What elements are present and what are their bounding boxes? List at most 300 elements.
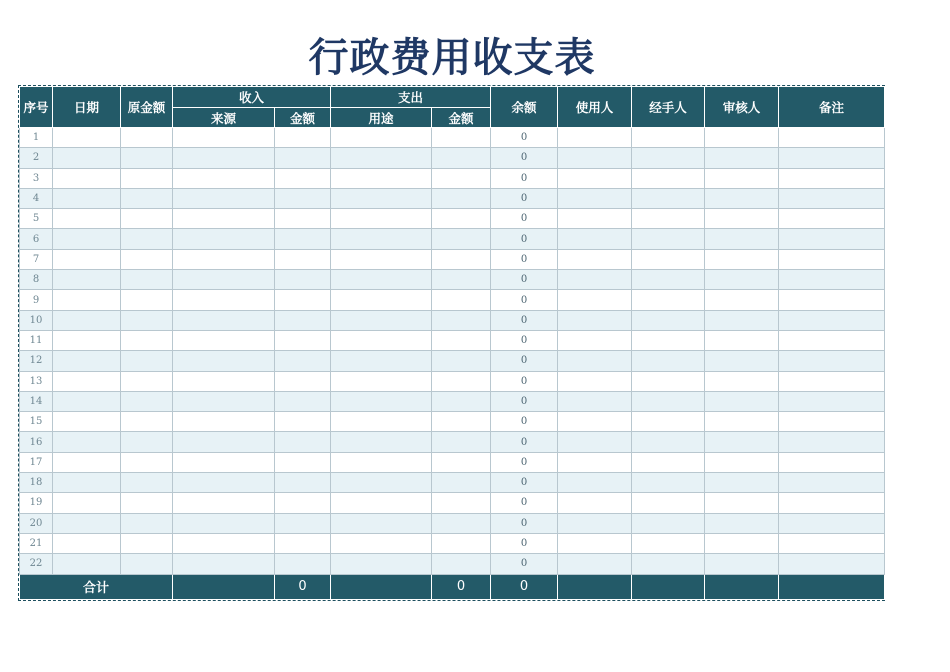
user-cell[interactable] (558, 330, 632, 350)
income-source-cell[interactable] (173, 513, 275, 533)
table-row (20, 371, 885, 391)
income-source-cell[interactable] (173, 249, 275, 269)
reviewer-cell[interactable] (705, 371, 779, 391)
header-original-amount: 原金额 (121, 87, 173, 128)
seq-cell: 17 (20, 452, 53, 472)
income-amount-cell[interactable] (275, 249, 331, 269)
notes-cell[interactable] (779, 391, 885, 411)
original-amount-cell[interactable] (121, 330, 173, 350)
income-amount-cell[interactable] (275, 391, 331, 411)
expense-amount-cell[interactable] (432, 452, 491, 472)
notes-cell[interactable] (779, 310, 885, 330)
expense-amount-cell[interactable] (432, 330, 491, 350)
handler-cell[interactable] (632, 310, 705, 330)
notes-cell[interactable] (779, 371, 885, 391)
balance-cell: 0 (491, 432, 558, 452)
notes-cell[interactable] (779, 330, 885, 350)
income-amount-cell[interactable] (275, 188, 331, 208)
income-amount-cell[interactable] (275, 351, 331, 371)
income-amount-cell[interactable] (275, 513, 331, 533)
balance-cell: 0 (491, 452, 558, 472)
total-income-source-cell[interactable] (173, 574, 275, 599)
expense-purpose-cell[interactable] (331, 391, 432, 411)
expense-purpose-cell[interactable] (331, 128, 432, 148)
page-title: 行政费用收支表 (308, 35, 596, 81)
table-row (20, 432, 885, 452)
seq-cell: 8 (20, 270, 53, 290)
expense-amount-cell[interactable] (432, 473, 491, 493)
user-cell[interactable] (558, 554, 632, 574)
table-row (20, 229, 885, 249)
seq-cell: 21 (20, 533, 53, 553)
handler-cell[interactable] (632, 168, 705, 188)
expense-amount-cell[interactable] (432, 209, 491, 229)
handler-cell[interactable] (632, 188, 705, 208)
seq-cell: 6 (20, 229, 53, 249)
user-cell[interactable] (558, 188, 632, 208)
balance-cell: 0 (491, 351, 558, 371)
user-cell[interactable] (558, 209, 632, 229)
date-cell[interactable] (53, 310, 121, 330)
handler-cell[interactable] (632, 148, 705, 168)
income-source-cell[interactable] (173, 229, 275, 249)
header-balance: 余额 (491, 87, 558, 128)
seq-cell: 5 (20, 209, 53, 229)
user-cell[interactable] (558, 412, 632, 432)
original-amount-cell[interactable] (121, 432, 173, 452)
table-row (20, 391, 885, 411)
reviewer-cell[interactable] (705, 168, 779, 188)
reviewer-cell[interactable] (705, 290, 779, 310)
table-row (20, 249, 885, 269)
seq-cell: 10 (20, 310, 53, 330)
income-amount-cell[interactable] (275, 452, 331, 472)
date-cell[interactable] (53, 473, 121, 493)
date-cell[interactable] (53, 513, 121, 533)
balance-cell: 0 (491, 290, 558, 310)
expense-purpose-cell[interactable] (331, 270, 432, 290)
original-amount-cell[interactable] (121, 290, 173, 310)
date-cell[interactable] (53, 432, 121, 452)
date-cell[interactable] (53, 391, 121, 411)
total-handler-cell[interactable] (632, 574, 705, 599)
original-amount-cell[interactable] (121, 391, 173, 411)
balance-cell: 0 (491, 330, 558, 350)
expense-purpose-cell[interactable] (331, 229, 432, 249)
total-notes-cell[interactable] (779, 574, 885, 599)
date-cell[interactable] (53, 270, 121, 290)
handler-cell[interactable] (632, 209, 705, 229)
income-amount-cell[interactable] (275, 412, 331, 432)
income-source-cell[interactable] (173, 310, 275, 330)
reviewer-cell[interactable] (705, 473, 779, 493)
table-row (20, 290, 885, 310)
expense-amount-cell[interactable] (432, 412, 491, 432)
original-amount-cell[interactable] (121, 270, 173, 290)
expense-amount-cell[interactable] (432, 371, 491, 391)
expense-purpose-cell[interactable] (331, 493, 432, 513)
handler-cell[interactable] (632, 371, 705, 391)
handler-cell[interactable] (632, 330, 705, 350)
expense-purpose-cell[interactable] (331, 310, 432, 330)
header-handler: 经手人 (632, 87, 705, 128)
handler-cell[interactable] (632, 473, 705, 493)
date-cell[interactable] (53, 188, 121, 208)
table-row (20, 554, 885, 574)
header-expense-amount: 金额 (432, 108, 491, 128)
reviewer-cell[interactable] (705, 209, 779, 229)
notes-cell[interactable] (779, 513, 885, 533)
reviewer-cell[interactable] (705, 391, 779, 411)
header-income-amount: 金额 (275, 108, 331, 128)
handler-cell[interactable] (632, 391, 705, 411)
expense-table-sheet (18, 85, 885, 601)
income-source-cell[interactable] (173, 554, 275, 574)
seq-cell: 15 (20, 412, 53, 432)
expense-purpose-cell[interactable] (331, 188, 432, 208)
income-amount-cell[interactable] (275, 148, 331, 168)
user-cell[interactable] (558, 493, 632, 513)
seq-cell: 7 (20, 249, 53, 269)
header-expense: 支出 (331, 87, 491, 108)
notes-cell[interactable] (779, 270, 885, 290)
date-cell[interactable] (53, 371, 121, 391)
total-reviewer-cell[interactable] (705, 574, 779, 599)
user-cell[interactable] (558, 391, 632, 411)
expense-amount-cell[interactable] (432, 391, 491, 411)
table-row (20, 270, 885, 290)
seq-cell: 13 (20, 371, 53, 391)
header-user: 使用人 (558, 87, 632, 128)
original-amount-cell[interactable] (121, 513, 173, 533)
expense-purpose-cell[interactable] (331, 533, 432, 553)
seq-cell: 1 (20, 128, 53, 148)
notes-cell[interactable] (779, 290, 885, 310)
header-expense-purpose: 用途 (331, 108, 432, 128)
table-row (20, 493, 885, 513)
notes-cell[interactable] (779, 229, 885, 249)
user-cell[interactable] (558, 290, 632, 310)
reviewer-cell[interactable] (705, 310, 779, 330)
income-source-cell[interactable] (173, 351, 275, 371)
date-cell[interactable] (53, 148, 121, 168)
handler-cell[interactable] (632, 432, 705, 452)
reviewer-cell[interactable] (705, 229, 779, 249)
table-row (20, 310, 885, 330)
balance-cell: 0 (491, 209, 558, 229)
expense-purpose-cell[interactable] (331, 432, 432, 452)
income-source-cell[interactable] (173, 473, 275, 493)
notes-cell[interactable] (779, 432, 885, 452)
date-cell[interactable] (53, 330, 121, 350)
income-amount-cell[interactable] (275, 310, 331, 330)
income-amount-cell[interactable] (275, 168, 331, 188)
reviewer-cell[interactable] (705, 554, 779, 574)
user-cell[interactable] (558, 270, 632, 290)
expense-purpose-cell[interactable] (331, 290, 432, 310)
original-amount-cell[interactable] (121, 452, 173, 472)
handler-cell[interactable] (632, 533, 705, 553)
balance-cell: 0 (491, 310, 558, 330)
seq-cell: 2 (20, 148, 53, 168)
reviewer-cell[interactable] (705, 452, 779, 472)
expense-purpose-cell[interactable] (331, 371, 432, 391)
expense-amount-cell[interactable] (432, 351, 491, 371)
original-amount-cell[interactable] (121, 493, 173, 513)
handler-cell[interactable] (632, 351, 705, 371)
user-cell[interactable] (558, 533, 632, 553)
expense-amount-cell[interactable] (432, 310, 491, 330)
expense-amount-cell[interactable] (432, 229, 491, 249)
expense-amount-cell[interactable] (432, 148, 491, 168)
notes-cell[interactable] (779, 533, 885, 553)
handler-cell[interactable] (632, 513, 705, 533)
expense-amount-cell[interactable] (432, 493, 491, 513)
table-row (20, 168, 885, 188)
income-amount-cell[interactable] (275, 371, 331, 391)
expense-amount-cell[interactable] (432, 432, 491, 452)
income-source-cell[interactable] (173, 188, 275, 208)
total-label: 合计 (20, 574, 173, 599)
balance-cell: 0 (491, 148, 558, 168)
notes-cell[interactable] (779, 452, 885, 472)
expense-amount-cell[interactable] (432, 168, 491, 188)
income-source-cell[interactable] (173, 290, 275, 310)
handler-cell[interactable] (632, 229, 705, 249)
income-amount-cell[interactable] (275, 209, 331, 229)
notes-cell[interactable] (779, 188, 885, 208)
expense-purpose-cell[interactable] (331, 209, 432, 229)
notes-cell[interactable] (779, 412, 885, 432)
seq-cell: 19 (20, 493, 53, 513)
income-source-cell[interactable] (173, 209, 275, 229)
date-cell[interactable] (53, 351, 121, 371)
reviewer-cell[interactable] (705, 513, 779, 533)
expense-amount-cell[interactable] (432, 533, 491, 553)
handler-cell[interactable] (632, 554, 705, 574)
user-cell[interactable] (558, 513, 632, 533)
notes-cell[interactable] (779, 209, 885, 229)
expense-purpose-cell[interactable] (331, 513, 432, 533)
original-amount-cell[interactable] (121, 128, 173, 148)
notes-cell[interactable] (779, 473, 885, 493)
original-amount-cell[interactable] (121, 554, 173, 574)
total-user-cell[interactable] (558, 574, 632, 599)
balance-cell: 0 (491, 270, 558, 290)
table-row (20, 188, 885, 208)
original-amount-cell[interactable] (121, 148, 173, 168)
balance-cell: 0 (491, 128, 558, 148)
date-cell[interactable] (53, 493, 121, 513)
expense-purpose-cell[interactable] (331, 554, 432, 574)
table-row (20, 513, 885, 533)
date-cell[interactable] (53, 533, 121, 553)
handler-cell[interactable] (632, 290, 705, 310)
original-amount-cell[interactable] (121, 412, 173, 432)
notes-cell[interactable] (779, 351, 885, 371)
expense-amount-cell[interactable] (432, 290, 491, 310)
reviewer-cell[interactable] (705, 148, 779, 168)
income-source-cell[interactable] (173, 452, 275, 472)
table-row (20, 412, 885, 432)
reviewer-cell[interactable] (705, 249, 779, 269)
income-source-cell[interactable] (173, 270, 275, 290)
original-amount-cell[interactable] (121, 533, 173, 553)
expense-purpose-cell[interactable] (331, 473, 432, 493)
seq-cell: 20 (20, 513, 53, 533)
user-cell[interactable] (558, 473, 632, 493)
notes-cell[interactable] (779, 128, 885, 148)
table-row (20, 148, 885, 168)
seq-cell: 16 (20, 432, 53, 452)
original-amount-cell[interactable] (121, 229, 173, 249)
total-expense-purpose-cell[interactable] (331, 574, 432, 599)
total-income-amount: 0 (275, 574, 331, 599)
expense-amount-cell[interactable] (432, 554, 491, 574)
handler-cell[interactable] (632, 412, 705, 432)
total-balance: 0 (491, 574, 558, 599)
income-source-cell[interactable] (173, 391, 275, 411)
total-expense-amount: 0 (432, 574, 491, 599)
income-amount-cell[interactable] (275, 554, 331, 574)
table-row (20, 452, 885, 472)
income-amount-cell[interactable] (275, 432, 331, 452)
reviewer-cell[interactable] (705, 128, 779, 148)
income-source-cell[interactable] (173, 168, 275, 188)
table-row (20, 209, 885, 229)
balance-cell: 0 (491, 391, 558, 411)
original-amount-cell[interactable] (121, 351, 173, 371)
balance-cell: 0 (491, 188, 558, 208)
date-cell[interactable] (53, 412, 121, 432)
income-amount-cell[interactable] (275, 533, 331, 553)
date-cell[interactable] (53, 452, 121, 472)
income-amount-cell[interactable] (275, 270, 331, 290)
table-row (20, 330, 885, 350)
notes-cell[interactable] (779, 249, 885, 269)
income-source-cell[interactable] (173, 493, 275, 513)
user-cell[interactable] (558, 452, 632, 472)
seq-cell: 14 (20, 391, 53, 411)
income-source-cell[interactable] (173, 330, 275, 350)
reviewer-cell[interactable] (705, 270, 779, 290)
expense-purpose-cell[interactable] (331, 168, 432, 188)
original-amount-cell[interactable] (121, 188, 173, 208)
seq-cell: 11 (20, 330, 53, 350)
handler-cell[interactable] (632, 493, 705, 513)
income-source-cell[interactable] (173, 412, 275, 432)
expense-purpose-cell[interactable] (331, 412, 432, 432)
reviewer-cell[interactable] (705, 493, 779, 513)
handler-cell[interactable] (632, 452, 705, 472)
seq-cell: 18 (20, 473, 53, 493)
balance-cell: 0 (491, 513, 558, 533)
user-cell[interactable] (558, 128, 632, 148)
expense-purpose-cell[interactable] (331, 351, 432, 371)
reviewer-cell[interactable] (705, 533, 779, 553)
user-cell[interactable] (558, 351, 632, 371)
notes-cell[interactable] (779, 148, 885, 168)
handler-cell[interactable] (632, 128, 705, 148)
notes-cell[interactable] (779, 168, 885, 188)
notes-cell[interactable] (779, 554, 885, 574)
income-amount-cell[interactable] (275, 128, 331, 148)
date-cell[interactable] (53, 168, 121, 188)
income-amount-cell[interactable] (275, 290, 331, 310)
original-amount-cell[interactable] (121, 168, 173, 188)
notes-cell[interactable] (779, 493, 885, 513)
user-cell[interactable] (558, 310, 632, 330)
date-cell[interactable] (53, 554, 121, 574)
balance-cell: 0 (491, 554, 558, 574)
income-amount-cell[interactable] (275, 229, 331, 249)
original-amount-cell[interactable] (121, 209, 173, 229)
expense-amount-cell[interactable] (432, 513, 491, 533)
expense-amount-cell[interactable] (432, 188, 491, 208)
income-source-cell[interactable] (173, 371, 275, 391)
expense-amount-cell[interactable] (432, 128, 491, 148)
original-amount-cell[interactable] (121, 371, 173, 391)
expense-purpose-cell[interactable] (331, 148, 432, 168)
income-amount-cell[interactable] (275, 330, 331, 350)
date-cell[interactable] (53, 229, 121, 249)
seq-cell: 3 (20, 168, 53, 188)
income-amount-cell[interactable] (275, 473, 331, 493)
user-cell[interactable] (558, 249, 632, 269)
income-source-cell[interactable] (173, 533, 275, 553)
original-amount-cell[interactable] (121, 249, 173, 269)
user-cell[interactable] (558, 432, 632, 452)
date-cell[interactable] (53, 249, 121, 269)
original-amount-cell[interactable] (121, 310, 173, 330)
user-cell[interactable] (558, 229, 632, 249)
reviewer-cell[interactable] (705, 351, 779, 371)
reviewer-cell[interactable] (705, 432, 779, 452)
reviewer-cell[interactable] (705, 330, 779, 350)
seq-cell: 4 (20, 188, 53, 208)
original-amount-cell[interactable] (121, 473, 173, 493)
user-cell[interactable] (558, 371, 632, 391)
date-cell[interactable] (53, 290, 121, 310)
header-reviewer: 审核人 (705, 87, 779, 128)
seq-cell: 9 (20, 290, 53, 310)
user-cell[interactable] (558, 148, 632, 168)
table-row (20, 533, 885, 553)
balance-cell: 0 (491, 412, 558, 432)
expense-purpose-cell[interactable] (331, 249, 432, 269)
table-row (20, 473, 885, 493)
income-source-cell[interactable] (173, 432, 275, 452)
income-source-cell[interactable] (173, 148, 275, 168)
expense-amount-cell[interactable] (432, 249, 491, 269)
expense-purpose-cell[interactable] (331, 330, 432, 350)
seq-cell: 12 (20, 351, 53, 371)
date-cell[interactable] (53, 209, 121, 229)
handler-cell[interactable] (632, 270, 705, 290)
expense-purpose-cell[interactable] (331, 452, 432, 472)
date-cell[interactable] (53, 128, 121, 148)
income-amount-cell[interactable] (275, 493, 331, 513)
header-income: 收入 (173, 87, 331, 108)
header-seq: 序号 (20, 87, 53, 128)
income-source-cell[interactable] (173, 128, 275, 148)
balance-cell: 0 (491, 493, 558, 513)
reviewer-cell[interactable] (705, 412, 779, 432)
handler-cell[interactable] (632, 249, 705, 269)
expense-amount-cell[interactable] (432, 270, 491, 290)
reviewer-cell[interactable] (705, 188, 779, 208)
user-cell[interactable] (558, 168, 632, 188)
